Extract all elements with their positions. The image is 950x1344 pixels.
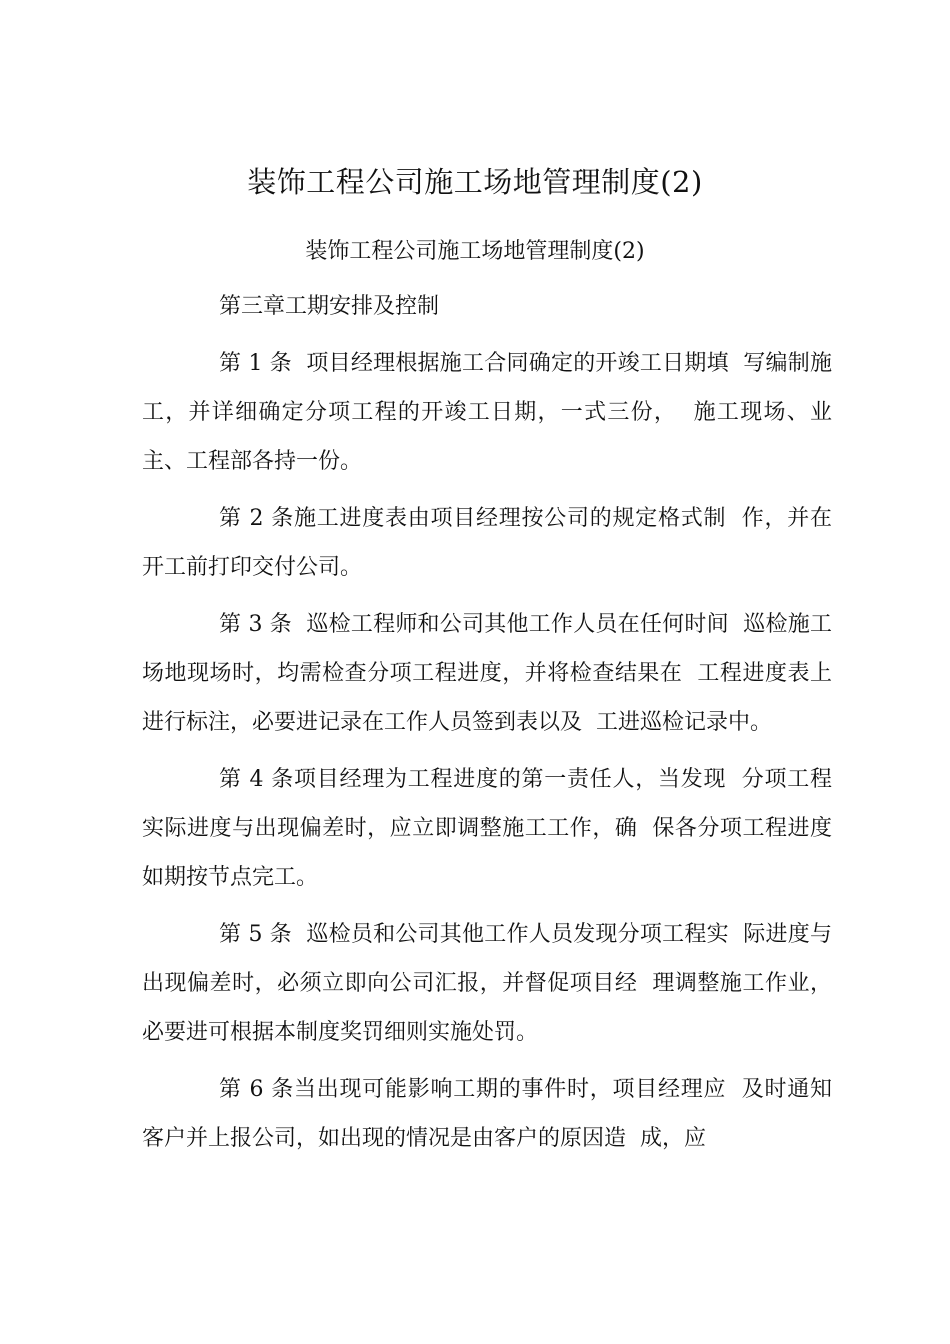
article-5: 第 5 条 巡检员和公司其他工作人员发现分项工程实 际进度与出现偏差时，必须立即向公司汇报，并督促项目经 理调整施工作业，必要进可根据本制度奖罚细则实施处罚。 xyxy=(142,922,832,1045)
chapter-heading: 第三章工期安排及控制 xyxy=(219,294,440,319)
article-6: 第 6 条当出现可能影响工期的事件时，项目经理应 及时通知客户并上报公司，如出现的情况是由客户的原因造 成，应 xyxy=(142,1077,832,1151)
article-1: 第 1 条 项目经理根据施工合同确定的开竣工日期填 写编制施工，并详细确定分项工程的开竣工日期，一式三份， 施工现场、业主、工程部各持一份。 xyxy=(142,351,832,474)
document-subtitle: 装饰工程公司施工场地管理制度(2) xyxy=(305,239,645,264)
article-3: 第 3 条 巡检工程师和公司其他工作人员在任何时间 巡检施工场地现场时，均需检查分项工程进度，并将检查结果在 工程进度表上进行标注，必要进记录在工作人员签到表以及 工进巡检记录中。 xyxy=(142,612,832,735)
document-title: 装饰工程公司施工场地管理制度(2) xyxy=(247,165,703,199)
document-body xyxy=(142,282,832,1171)
article-4: 第 4 条项目经理为工程进度的第一责任人，当发现 分项工程实际进度与出现偏差时，应立即调整施工工作，确 保各分项工程进度如期按节点完工。 xyxy=(142,767,832,890)
article-2: 第 2 条施工进度表由项目经理按公司的规定格式制 作，并在开工前打印交付公司。 xyxy=(142,506,832,580)
